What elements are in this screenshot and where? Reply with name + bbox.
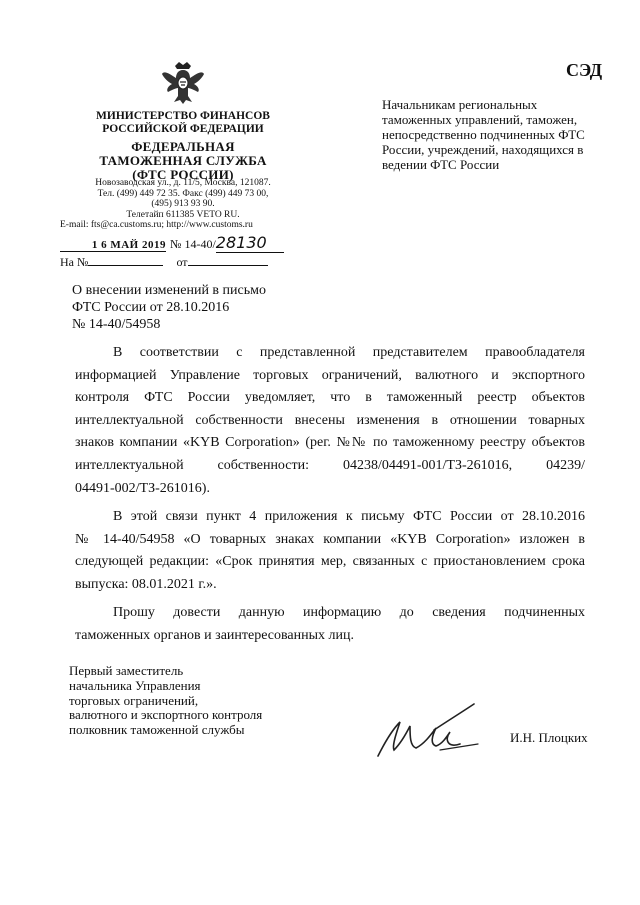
reference-date-blank bbox=[188, 265, 268, 266]
registration-number-prefix: № 14-40/ bbox=[170, 237, 216, 251]
signer-position: Первый заместитель начальника Управления торговых ограничений, валютного и экспортного контроля полковник таможенной службы bbox=[69, 663, 263, 738]
signer-name: И.Н. Плоцких bbox=[510, 730, 588, 745]
registration-number-handwritten: 28130 bbox=[216, 233, 284, 253]
reference-prefix: На № bbox=[60, 255, 89, 269]
handwritten-signature bbox=[370, 700, 485, 760]
body-paragraph-1: В соответствии с представленной представителем правообладателя информацией Управление торговых ограничений, валютного и экспортного контроля ФТС России уведомляет, что в таможенный реестр объектов интеллектуальной собственности внесены изменения в отношении товарных знаков компании «KYB Corporation» (рег. №№ по таможенному реестру объектов интеллектуальной собственности: 04238/04491-001/ТЗ-261016, 04239/ 04491-002/ТЗ-261016). bbox=[75, 345, 585, 496]
contact-block: Новозаводская ул., д. 11/5, Москва, 121087. Тел. (499) 449 72 35. Факс (499) 449 73 00, (495) 913 93 90. Телетайп 611385 VETO RU. E-mail: fts@ca.customs.ru; http://www.customs.ru bbox=[60, 178, 271, 230]
registration-date: 1 6 МАЙ 2019 bbox=[60, 239, 166, 252]
coat-of-arms-icon bbox=[160, 58, 206, 106]
body-paragraph-3: Прошу довести данную информацию до сведения подчиненных таможенных органов и заинтересованных лиц. bbox=[75, 605, 585, 643]
reference-from: от bbox=[176, 255, 188, 269]
registration-line bbox=[60, 233, 320, 253]
reference-number-blank bbox=[88, 265, 163, 266]
addressee: Начальникам региональных таможенных управлений, таможен, непосредственно подчиненных ФТС России, учреждений, находящихся в ведении ФТС России bbox=[382, 97, 585, 172]
service-name: ФЕДЕРАЛЬНАЯ ТАМОЖЕННАЯ СЛУЖБА (ФТС РОССИИ) bbox=[99, 139, 267, 182]
sed-stamp: СЭД bbox=[566, 60, 603, 80]
ministry-name: МИНИСТЕРСТВО ФИНАНСОВ РОССИЙСКОЙ ФЕДЕРАЦИИ bbox=[96, 110, 270, 135]
letter-subject: О внесении изменений в письмо ФТС России от 28.10.2016 № 14-40/54958 bbox=[72, 283, 266, 332]
reference-line bbox=[60, 255, 320, 270]
body-paragraph-2: В этой связи пункт 4 приложения к письму ФТС России от 28.10.2016 № 14-40/54958 «О товарных знаках компании «KYB Corporation» изложен в следующей редакции: «Срок принятия мер, связанных с приостановлением срока выпуска: 08.01.2021 г.». bbox=[75, 509, 585, 592]
